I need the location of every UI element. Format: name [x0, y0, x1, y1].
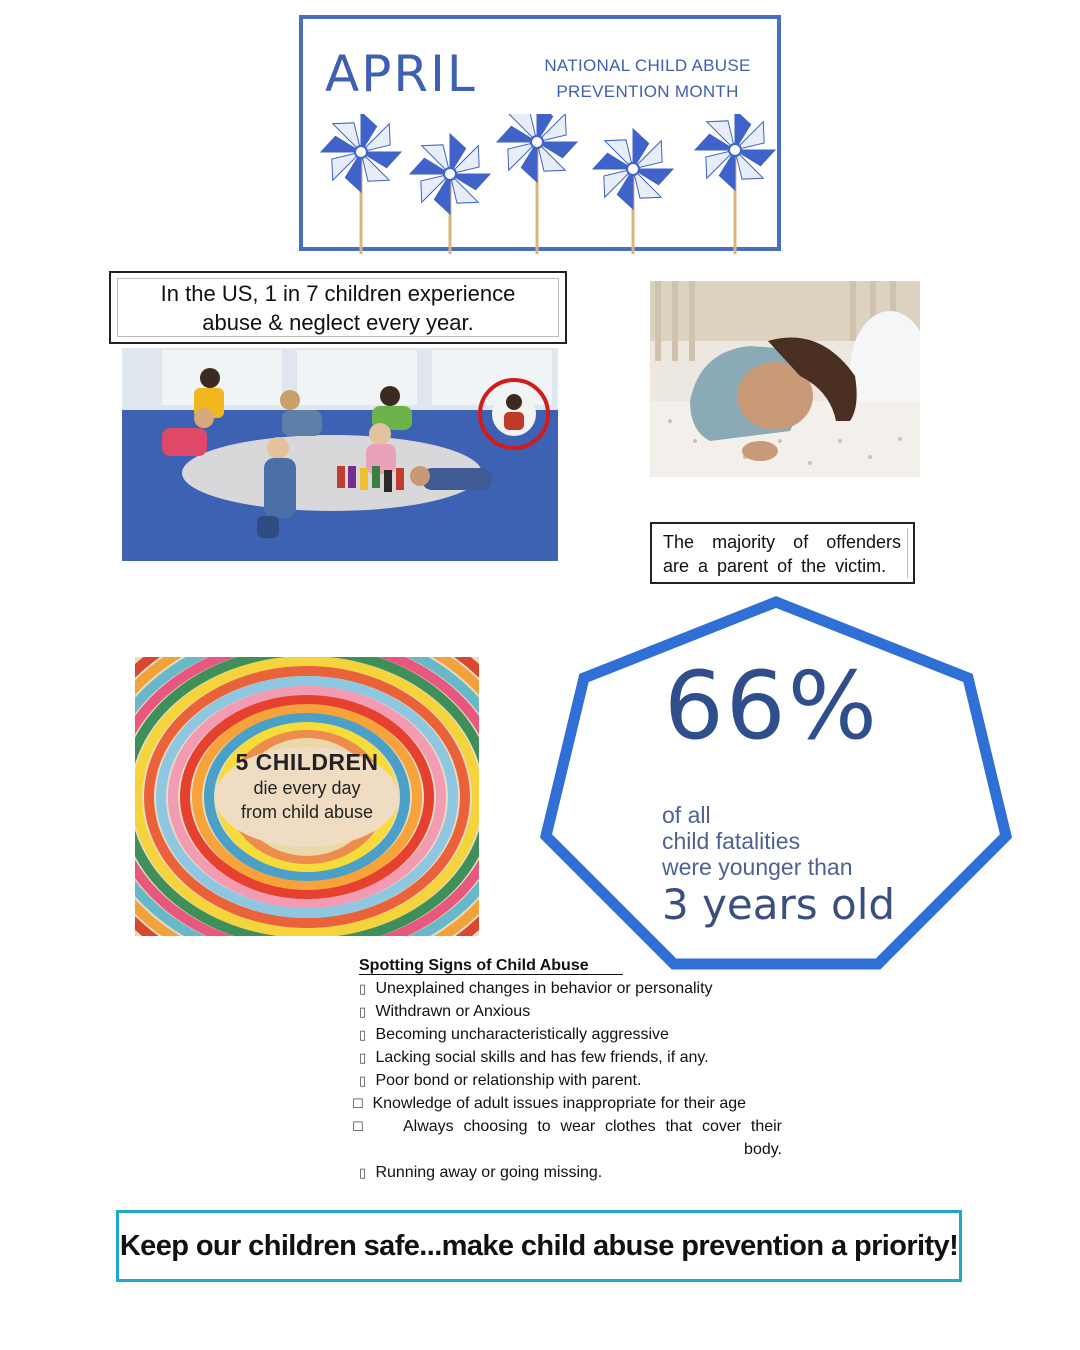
fatalities-text: [662, 802, 853, 880]
offenders-stat-box: [650, 522, 915, 584]
fatalities-age: 3 years old: [662, 880, 896, 929]
offenders-text: The majority of offenders are a parent of the victim.: [657, 528, 908, 578]
one-in-seven-text: In the US, 1 in 7 children experience abuse & neglect every year.: [117, 278, 559, 337]
pinwheel-icon: [593, 129, 673, 254]
pinwheel-icon: [321, 114, 401, 254]
art-headline: 5 CHILDREN: [235, 749, 379, 775]
sign-item: ▯ Becoming uncharacteristically aggressive: [352, 1023, 784, 1046]
checkbox-icon: ▯: [359, 1027, 367, 1042]
sign-item: ▯ Unexplained changes in behavior or personality: [352, 977, 784, 1000]
one-in-seven-stat-box: [109, 271, 567, 344]
sign-item: ☐ Always choosing to wear clothes that cover their body.: [352, 1115, 784, 1161]
rainbow-art-panel: [135, 657, 479, 936]
footer-text: Keep our children safe...make child abuse prevention a priority!: [119, 1229, 959, 1262]
checkbox-icon: ▯: [359, 1050, 367, 1065]
banner-title: APRIL: [325, 45, 477, 103]
banner-subtitle-line1: NATIONAL CHILD ABUSE: [544, 56, 751, 75]
sign-item: ▯ Poor bond or relationship with parent.: [352, 1069, 784, 1092]
pinwheel-icon: [410, 134, 490, 254]
checkbox-icon: ☐: [352, 1096, 364, 1111]
pinwheel-row: [303, 114, 777, 254]
fatalities-line1: of all: [662, 802, 711, 828]
banner-subtitle-line2: PREVENTION MONTH: [556, 82, 739, 101]
signs-title: Spotting Signs of Child Abuse: [352, 954, 784, 977]
sign-item: ☐ Knowledge of adult issues inappropriate for their age: [352, 1092, 784, 1115]
art-line1: die every day: [253, 778, 361, 798]
checkbox-icon: ☐: [352, 1119, 364, 1134]
pinwheel-icon: [497, 114, 577, 254]
fatalities-line2: child fatalities: [662, 828, 801, 854]
children-playing-photo: [122, 348, 558, 561]
checkbox-icon: ▯: [359, 1004, 367, 1019]
sign-item: ▯ Lacking social skills and has few friends, if any.: [352, 1046, 784, 1069]
checkbox-icon: ▯: [359, 1073, 367, 1088]
fatalities-line3: were younger than: [662, 854, 853, 880]
sign-item: ▯ Withdrawn or Anxious: [352, 1000, 784, 1023]
sleeping-baby-photo: [650, 281, 920, 477]
banner-subtitle: [525, 53, 770, 105]
checkbox-icon: ▯: [359, 1165, 367, 1180]
signs-list: [352, 954, 784, 1184]
fatalities-heptagon: [540, 596, 1012, 972]
fatalities-percent: 66%: [664, 652, 879, 761]
header-banner: [299, 15, 781, 251]
art-caption: [135, 749, 479, 824]
pinwheel-icon: [695, 114, 775, 254]
sign-item: ▯ Running away or going missing.: [352, 1161, 784, 1184]
checkbox-icon: ▯: [359, 981, 367, 996]
art-line2: from child abuse: [240, 802, 374, 822]
footer-callout: [116, 1210, 962, 1282]
